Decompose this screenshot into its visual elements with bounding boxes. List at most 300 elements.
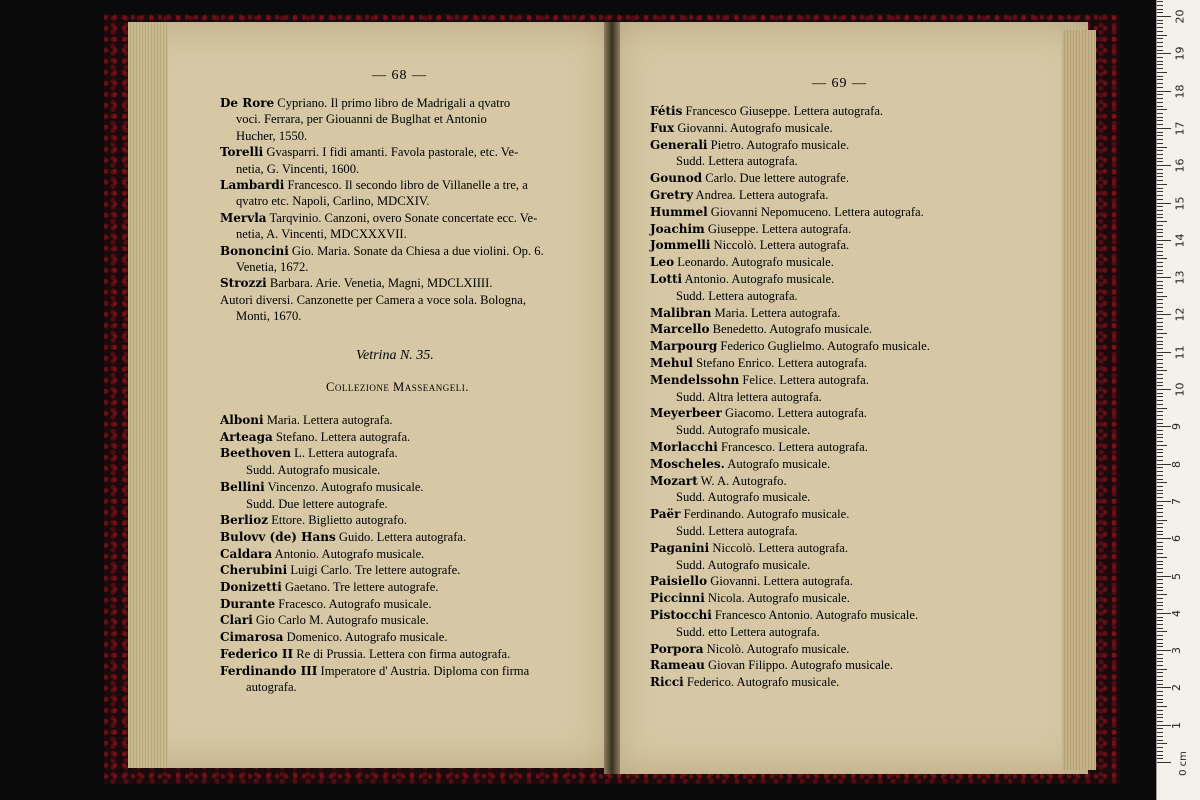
ruler-tick: [1157, 624, 1163, 625]
ruler-tick: [1157, 16, 1171, 17]
entry-text: Gvasparri. I fidi amanti. Favola pastorale, etc. Ve-: [263, 145, 519, 160]
composer-name: Leo: [650, 255, 675, 270]
composer-name: Paër: [650, 507, 681, 522]
catalog-entry: [676, 153, 798, 169]
entry-text: Federico. Autografo musicale.: [683, 675, 840, 690]
composer-name: Lotti: [650, 272, 683, 286]
catalog-entry: [676, 523, 798, 539]
ruler-tick: [1157, 367, 1163, 368]
ruler-tick: [1157, 329, 1163, 330]
ruler-label: 6: [1170, 535, 1183, 543]
ruler-tick: [1157, 587, 1163, 588]
ruler-tick: [1157, 42, 1163, 43]
entry-text: Imperatore d' Austria. Diploma con firma: [317, 663, 530, 678]
ruler-tick: [1157, 505, 1163, 506]
ruler-tick: [1157, 5, 1163, 6]
entry-text: Domenico. Autografo musicale.: [283, 630, 448, 645]
composer-name: Berlioz: [220, 513, 269, 528]
entry-text: Francesco. Il secondo libro de Villanelle a tre, a: [284, 178, 528, 192]
composer-name: Fétis: [650, 104, 683, 118]
catalog-entry: [650, 573, 853, 589]
composer-name: Marcello: [650, 322, 710, 337]
ruler-tick: [1157, 76, 1163, 77]
ruler-tick: [1157, 244, 1163, 245]
ruler-tick: [1157, 590, 1163, 591]
ruler-tick: [1157, 326, 1163, 327]
ruler-tick: [1157, 176, 1163, 177]
catalog-entry: [220, 243, 544, 259]
vetrina-heading: Vetrina N. 35.: [356, 348, 434, 363]
ruler-tick: [1157, 68, 1163, 69]
catalog-entry: [220, 275, 492, 291]
entry-text: Giovanni. Autografo musicale.: [674, 120, 833, 135]
ruler-tick: [1157, 680, 1163, 681]
catalog-entry: [650, 405, 867, 421]
ruler-tick: [1157, 579, 1163, 580]
composer-name: Mehul: [650, 356, 693, 370]
ruler-tick: [1157, 1, 1163, 2]
ruler-tick: [1157, 229, 1163, 230]
ruler-unit: 0 cm: [1177, 751, 1189, 776]
ruler-tick: [1157, 314, 1171, 315]
composer-name: Pistocchi: [650, 608, 712, 622]
entry-text: Tarqvinio. Canzoni, overo Sonate concertate ecc. Ve-: [266, 210, 538, 225]
catalog-entry: [676, 624, 820, 640]
ruler-label: 18: [1173, 84, 1187, 99]
catalog-entry: [236, 161, 359, 177]
ruler-label: 8: [1170, 460, 1183, 468]
entry-text: Sudd. Lettera autografa.: [676, 524, 798, 538]
composer-name: Joachim: [650, 221, 705, 236]
entry-text: Ettore. Biglietto autografo.: [268, 513, 407, 528]
entry-text: Andrea. Lettera autografa.: [693, 188, 829, 202]
ruler-tick: [1157, 497, 1163, 498]
entry-text: Monti, 1670.: [236, 309, 302, 324]
catalog-entry: [650, 305, 840, 321]
ruler-label: 4: [1170, 609, 1183, 617]
ruler-tick: [1157, 87, 1163, 88]
ruler-tick: [1157, 173, 1163, 174]
ruler-tick: [1157, 561, 1163, 562]
ruler-tick: [1157, 661, 1163, 662]
ruler-tick: [1157, 415, 1163, 416]
entry-text: Sudd. Lettera autografa.: [676, 288, 798, 303]
composer-name: Donizetti: [220, 580, 282, 594]
catalog-entry: [236, 111, 487, 127]
catalog-entry: [650, 439, 868, 455]
entry-text: Antonio. Autografo musicale.: [272, 546, 425, 561]
entry-text: Gio Carlo M. Autografo musicale.: [252, 613, 429, 628]
ruler-tick: [1157, 199, 1163, 200]
ruler-tick: [1157, 35, 1167, 36]
entry-text: Luigi Carlo. Tre lettere autografe.: [287, 563, 461, 578]
ruler-tick: [1157, 240, 1171, 241]
ruler-tick: [1157, 628, 1163, 629]
entry-text: Niccolò. Lettera autografa.: [710, 238, 850, 253]
ruler-tick: [1157, 378, 1163, 379]
catalog-entry: [650, 372, 869, 388]
ruler-tick: [1157, 471, 1163, 472]
ruler-tick: [1157, 9, 1163, 10]
ruler-tick: [1157, 150, 1163, 151]
left-page-number: — 68 —: [372, 68, 427, 83]
composer-name: Rameau: [650, 658, 705, 673]
ruler-tick: [1157, 665, 1163, 666]
entry-text: Francesco. Lettera autografa.: [717, 440, 868, 454]
ruler-tick: [1157, 225, 1163, 226]
catalog-entry: [650, 657, 893, 673]
catalog-entry: [650, 170, 849, 186]
ruler-tick: [1157, 699, 1163, 700]
catalog-entry: [650, 137, 849, 153]
catalog-entry: [220, 412, 393, 428]
composer-name: Paganini: [650, 540, 710, 555]
ruler-tick: [1157, 631, 1167, 632]
ruler-tick: [1157, 512, 1163, 513]
composer-name: Moscheles.: [650, 456, 725, 471]
entry-text: Autografo musicale.: [724, 456, 831, 471]
ruler-tick: [1157, 557, 1167, 558]
catalog-entry: [236, 193, 430, 209]
composer-name: Durante: [220, 596, 276, 611]
entry-text: Vincenzo. Autografo musicale.: [264, 479, 424, 494]
ruler-tick: [1157, 456, 1163, 457]
ruler-tick: [1157, 490, 1163, 491]
ruler-tick: [1157, 523, 1163, 524]
composer-name: Fux: [650, 120, 675, 135]
catalog-entry: [676, 489, 810, 505]
ruler-tick: [1157, 210, 1163, 211]
catalog-entry: [650, 254, 834, 270]
ruler-tick: [1157, 758, 1163, 759]
ruler-tick: [1157, 318, 1163, 319]
catalog-entry: [220, 144, 518, 160]
ruler-label: 5: [1170, 572, 1183, 580]
ruler-label: 17: [1173, 121, 1187, 136]
entry-text: Autori diversi. Canzonette per Camera a voce sola. Bologna,: [220, 292, 527, 307]
composer-name: Federico II: [220, 646, 294, 661]
composer-name: Porpora: [650, 641, 704, 656]
ruler-tick: [1157, 740, 1163, 741]
ruler-tick: [1157, 620, 1163, 621]
ruler-tick: [1157, 20, 1163, 21]
catalog-entry: [650, 355, 867, 371]
ruler-tick: [1157, 251, 1163, 252]
entry-text: qvatro etc. Napoli, Carlino, MDCXIV.: [236, 194, 430, 209]
ruler-tick: [1157, 546, 1163, 547]
ruler-tick: [1157, 363, 1163, 364]
composer-name: Strozzi: [220, 276, 267, 291]
composer-name: Bellini: [220, 479, 265, 494]
ruler-tick: [1157, 534, 1163, 535]
entry-text: Hucher, 1550.: [236, 128, 308, 143]
ruler-tick: [1157, 419, 1163, 420]
ruler-tick: [1157, 475, 1163, 476]
composer-name: Hummel: [650, 204, 708, 219]
composer-name: Arteaga: [220, 429, 273, 444]
composer-name: Cherubini: [220, 563, 288, 578]
catalog-entry: [236, 259, 308, 275]
ruler-tick: [1157, 576, 1171, 577]
ruler-tick: [1157, 732, 1163, 733]
catalog-entry: [650, 237, 849, 253]
ruler-tick: [1157, 702, 1163, 703]
ruler-tick: [1157, 426, 1171, 427]
ruler-tick: [1157, 542, 1163, 543]
composer-name: Lambardi: [220, 178, 285, 192]
catalog-entry: [220, 646, 510, 662]
catalog-entry: [220, 479, 424, 495]
entry-text: Giovanni. Lettera autografa.: [707, 574, 853, 589]
ruler-tick: [1157, 120, 1163, 121]
ruler-tick: [1157, 452, 1163, 453]
composer-name: Gretry: [650, 188, 694, 202]
ruler-tick: [1157, 296, 1167, 297]
ruler-tick: [1157, 64, 1163, 65]
composer-name: Ferdinando III: [220, 663, 318, 678]
composer-name: Caldara: [220, 546, 273, 561]
ruler-tick: [1157, 646, 1163, 647]
catalog-entry: [650, 120, 833, 136]
composer-name: Ricci: [650, 675, 684, 690]
catalog-entry: [246, 462, 380, 478]
composer-name: Marpourg: [650, 339, 718, 354]
ruler-tick: [1157, 460, 1163, 461]
ruler-tick: [1157, 676, 1163, 677]
entry-text: Ferdinando. Autografo musicale.: [680, 507, 850, 522]
catalog-entry: [236, 128, 307, 144]
ruler-tick: [1157, 273, 1163, 274]
ruler-label: 19: [1173, 46, 1187, 61]
ruler-tick: [1157, 355, 1163, 356]
ruler-tick: [1157, 322, 1163, 323]
entry-text: W. A. Autografo.: [697, 473, 787, 488]
ruler-tick: [1157, 479, 1163, 480]
entry-text: Cypriano. Il primo libro de Madrigali a qvatro: [274, 96, 511, 110]
ruler-tick: [1157, 132, 1163, 133]
ruler-tick: [1157, 695, 1163, 696]
ruler-tick: [1157, 672, 1163, 673]
catalog-entry: [246, 679, 297, 695]
ruler-tick: [1157, 568, 1163, 569]
ruler-tick: [1157, 281, 1163, 282]
ruler-tick: [1157, 411, 1163, 412]
ruler-tick: [1157, 113, 1163, 114]
catalog-entry: [220, 95, 510, 111]
catalog-entry: [220, 562, 460, 578]
ruler-label: 2: [1170, 684, 1183, 692]
composer-name: Jommelli: [650, 238, 711, 253]
catalog-entry: [220, 629, 447, 645]
ruler-tick: [1157, 203, 1171, 204]
entry-text: Stefano Enrico. Lettera autografa.: [692, 356, 868, 370]
ruler-tick: [1157, 158, 1163, 159]
entry-text: Giuseppe. Lettera autografa.: [704, 221, 852, 236]
catalog-entry: [650, 473, 787, 489]
catalog-entry: [650, 674, 839, 690]
ruler-tick: [1157, 38, 1163, 39]
ruler-tick: [1157, 247, 1163, 248]
ruler-tick: [1157, 654, 1163, 655]
ruler-tick: [1157, 72, 1167, 73]
ruler-tick: [1157, 236, 1163, 237]
composer-name: Alboni: [220, 413, 264, 427]
ruler-tick: [1157, 169, 1163, 170]
ruler-tick: [1157, 292, 1163, 293]
ruler-tick: [1157, 400, 1163, 401]
ruler-tick: [1157, 188, 1163, 189]
ruler-tick: [1157, 684, 1163, 685]
catalog-entry: [220, 612, 429, 628]
ruler-label: 14: [1173, 233, 1187, 248]
entry-text: Nicola. Autografo musicale.: [704, 591, 850, 606]
ruler-tick: [1157, 154, 1163, 155]
ruler-tick: [1157, 445, 1167, 446]
ruler-tick: [1157, 255, 1163, 256]
catalog-entry: [650, 590, 850, 606]
composer-name: Cimarosa: [220, 630, 284, 645]
entry-text: Gio. Maria. Sonate da Chiesa a due violini. Op. 6.: [288, 243, 544, 258]
ruler-tick: [1157, 598, 1163, 599]
ruler-tick: [1157, 501, 1171, 502]
composer-name: Piccinni: [650, 591, 705, 606]
composer-name: Mendelssohn: [650, 372, 740, 387]
entry-text: Sudd. Lettera autografa.: [676, 154, 798, 169]
entry-text: Guido. Lettera autografa.: [335, 529, 467, 544]
catalog-entry: [676, 288, 798, 304]
entry-text: Giacomo. Lettera autografa.: [721, 406, 867, 421]
ruler-tick: [1157, 359, 1163, 360]
ruler-tick: [1157, 135, 1163, 136]
entry-text: Maria. Lettera autografa.: [711, 305, 841, 320]
ruler-tick: [1157, 139, 1163, 140]
left-page-edges: [128, 22, 168, 768]
ruler-tick: [1157, 303, 1163, 304]
ruler-tick: [1157, 549, 1163, 550]
ruler-tick: [1157, 609, 1163, 610]
ruler-tick: [1157, 370, 1167, 371]
entry-text: netia, G. Vincenti, 1600.: [236, 161, 360, 176]
ruler-tick: [1157, 270, 1163, 271]
entry-text: Francesco Antonio. Autografo musicale.: [711, 608, 919, 622]
ruler-tick: [1157, 143, 1163, 144]
catalog-entry: [220, 529, 466, 545]
ruler-tick: [1157, 520, 1167, 521]
entry-text: Maria. Lettera autografa.: [263, 413, 393, 427]
catalog-entry: [650, 506, 849, 522]
entry-text: Venetia, 1672.: [236, 260, 309, 274]
entry-text: netia, A. Vincenti, MDCXXXVII.: [236, 227, 407, 242]
entry-text: autografa.: [246, 680, 297, 695]
composer-name: De Rore: [220, 96, 275, 110]
ruler-tick: [1157, 161, 1163, 162]
ruler-tick: [1157, 482, 1167, 483]
ruler-tick: [1157, 147, 1167, 148]
catalog-entry: [220, 210, 537, 226]
book-gutter: [604, 22, 620, 774]
ruler-tick: [1157, 341, 1163, 342]
right-page-edges: [1062, 30, 1096, 770]
ruler-tick: [1157, 650, 1171, 651]
ruler-tick: [1157, 516, 1163, 517]
ruler-tick: [1157, 464, 1171, 465]
entry-text: Re di Prussia. Lettera con firma autografa.: [293, 646, 511, 661]
ruler-tick: [1157, 385, 1163, 386]
ruler-tick: [1157, 124, 1163, 125]
ruler-tick: [1157, 762, 1171, 763]
ruler-tick: [1157, 408, 1167, 409]
ruler-tick: [1157, 288, 1163, 289]
ruler-label: 16: [1173, 158, 1187, 173]
ruler-tick: [1157, 50, 1163, 51]
ruler-label: 3: [1170, 647, 1183, 655]
ruler-tick: [1157, 430, 1163, 431]
ruler-tick: [1157, 572, 1163, 573]
ruler-tick: [1157, 61, 1163, 62]
ruler-tick: [1157, 184, 1167, 185]
ruler-tick: [1157, 594, 1167, 595]
ruler-tick: [1157, 714, 1163, 715]
catalog-entry: [220, 292, 526, 308]
entry-text: Federico Guglielmo. Autografo musicale.: [717, 339, 930, 354]
entry-text: Nicolò. Autografo musicale.: [703, 641, 850, 656]
ruler-tick: [1157, 106, 1163, 107]
catalog-entry: [676, 422, 810, 438]
ruler-tick: [1157, 396, 1163, 397]
catalog-entry: [220, 177, 528, 193]
ruler-label: 11: [1173, 345, 1187, 360]
entry-text: voci. Ferrara, per Giouanni de Buglhat et Antonio: [236, 112, 487, 127]
catalog-entry: [676, 389, 822, 405]
composer-name: Clari: [220, 613, 253, 628]
ruler-label: 10: [1173, 382, 1187, 397]
composer-name: Bononcini: [220, 243, 289, 258]
catalog-entry: [220, 596, 431, 612]
entry-text: Giovan Filippo. Autografo musicale.: [704, 658, 894, 673]
ruler-tick: [1157, 635, 1163, 636]
ruler-tick: [1157, 57, 1163, 58]
catalog-entry: [650, 607, 918, 623]
catalog-entry: [650, 271, 834, 287]
catalog-entry: [650, 204, 924, 220]
entry-text: Pietro. Autografo musicale.: [707, 137, 850, 152]
entry-text: Francesco Giuseppe. Lettera autografa.: [682, 104, 884, 118]
ruler-tick: [1157, 117, 1163, 118]
ruler-tick: [1157, 46, 1163, 47]
ruler-tick: [1157, 348, 1163, 349]
entry-text: Antonio. Autografo musicale.: [682, 272, 835, 286]
ruler-tick: [1157, 486, 1163, 487]
ruler-tick: [1157, 747, 1163, 748]
ruler-tick: [1157, 83, 1163, 84]
composer-name: Beethoven: [220, 446, 292, 461]
ruler-label: 1: [1170, 721, 1183, 729]
entry-text: Carlo. Due lettere autografe.: [702, 171, 849, 186]
ruler-tick: [1157, 602, 1163, 603]
catalog-entry: [220, 546, 424, 562]
ruler-tick: [1157, 102, 1163, 103]
ruler-tick: [1157, 307, 1163, 308]
entry-text: Felice. Lettera autografa.: [739, 372, 869, 387]
entry-text: Stefano. Lettera autografa.: [272, 429, 411, 444]
ruler-tick: [1157, 508, 1163, 509]
catalog-entry: [236, 308, 301, 324]
catalog-entry: [676, 557, 810, 573]
entry-text: Giovanni Nepomuceno. Lettera autografa.: [707, 204, 924, 219]
entry-text: Sudd. Autografo musicale.: [676, 423, 811, 438]
ruler-tick: [1157, 53, 1171, 54]
composer-name: Morlacchi: [650, 440, 718, 454]
